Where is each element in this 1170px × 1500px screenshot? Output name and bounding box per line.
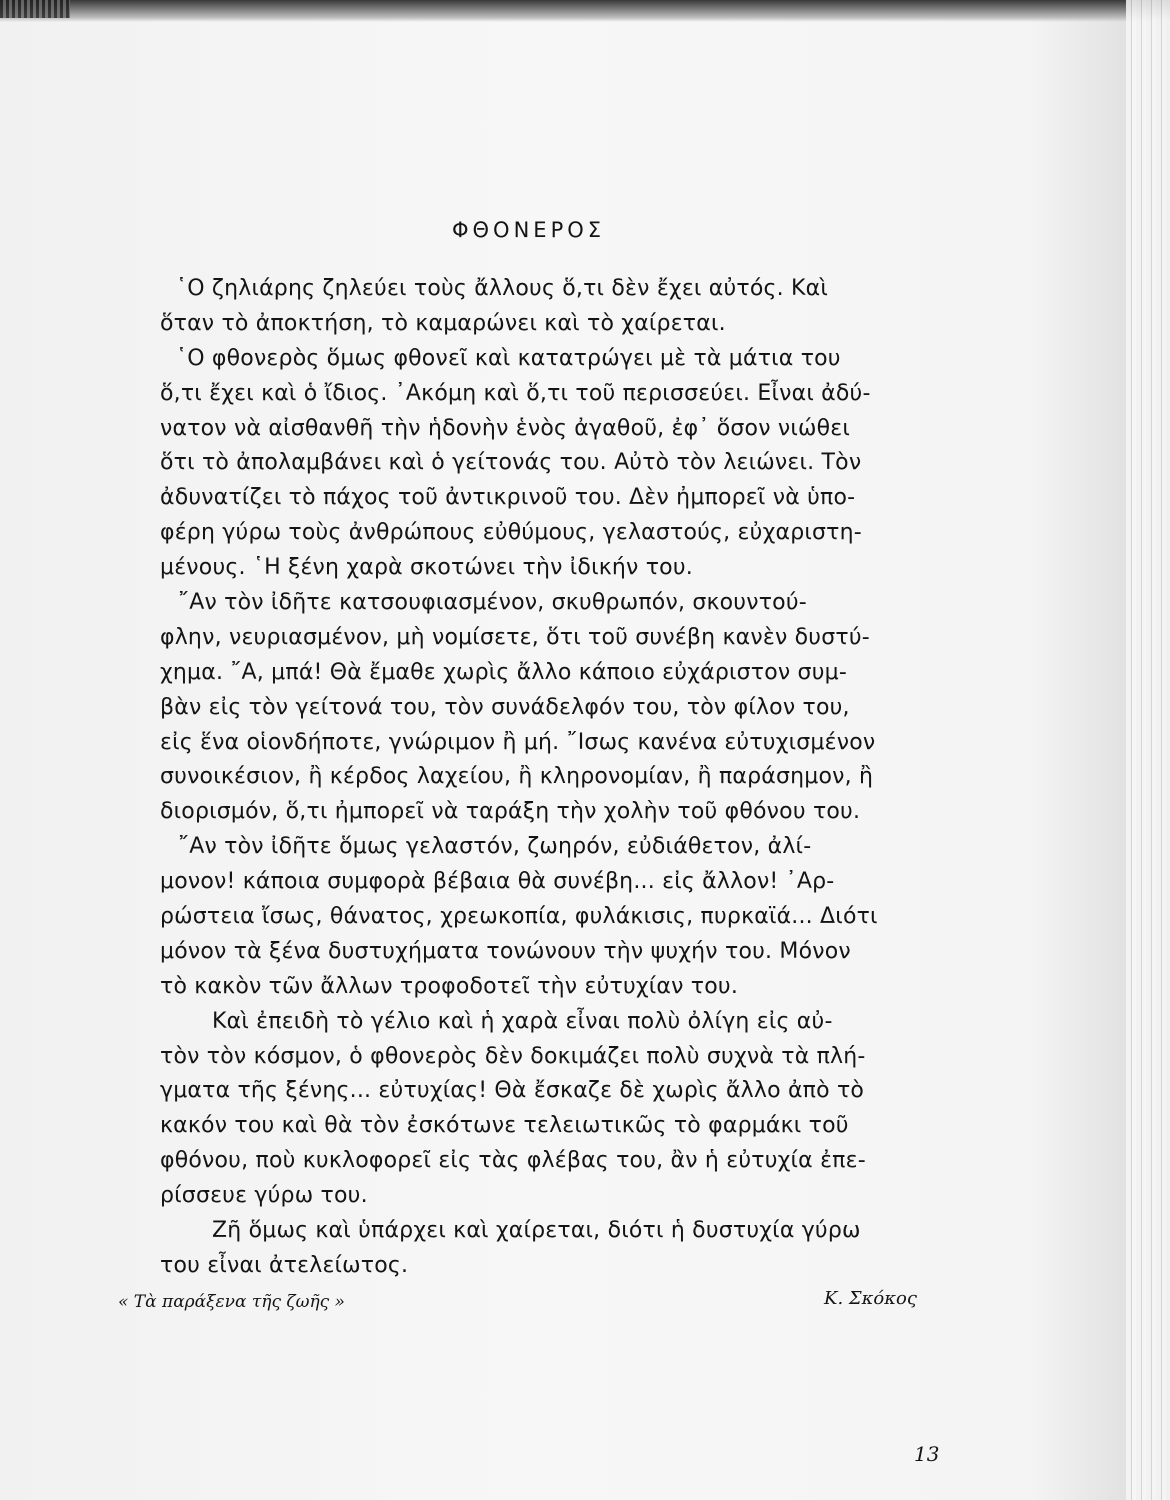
text-line: ρώστεια ἴσως, θάνατος, χρεωκοπία, φυλάκισις, πυρκαϊά... Διότι [160, 904, 878, 930]
text-line: ἀδυνατίζει τὸ πάχος τοῦ ἀντικρινοῦ του. Δὲν ἠμπορεῖ νὰ ὑπο- [160, 485, 856, 511]
author-name: Κ. Σκόκος [824, 1288, 917, 1309]
text-line: ῾Ο φθονερὸς ὅμως φθονεῖ καὶ κατατρώγει μὲ τὰ μάτια του [176, 345, 841, 371]
body-text [160, 272, 955, 1284]
text-line: Ζῆ ὅμως καὶ ὑπάρχει καὶ χαίρεται, διότι ἡ δυστυχία γύρω [212, 1218, 861, 1244]
paragraph [160, 1214, 955, 1284]
text-line: γματα τῆς ξένης... εὐτυχίας! Θὰ ἔσκαζε δὲ χωρὶς ἄλλο ἀπὸ τὸ [160, 1078, 865, 1104]
text-line: εἰς ἕνα οἱονδήποτε, γνώριμον ἢ μή. ῎Ισως κανένα εὐτυχισμένον [160, 729, 876, 755]
text-line: χημα. ῎Α, μπά! Θὰ ἔμαθε χωρὶς ἄλλο κάποιο εὐχάριστον συμ- [160, 659, 847, 685]
page-title: ΦΘΟΝΕΡΟΣ [452, 218, 606, 242]
text-line: τὸν τὸν κόσμον, ὁ φθονερὸς δὲν δοκιμάζει πολὺ συχνὰ τὰ πλή- [160, 1043, 866, 1069]
source-citation: « Τὰ παράξενα τῆς ζωῆς » [118, 1292, 345, 1312]
text-line: ῾Ο ζηλιάρης ζηλεύει τοὺς ἄλλους ὅ,τι δὲν ἔχει αὐτός. Καὶ [176, 276, 828, 301]
text-line: νατον νὰ αἰσθανθῆ τὴν ἡδονὴν ἑνὸς ἀγαθοῦ, ἐφ᾿ ὅσον νιώθει [160, 415, 851, 441]
text-line: μένους. ῾Η ξένη χαρὰ σκοτώνει τὴν ἰδικήν του. [160, 555, 693, 581]
text-line: συνοικέσιον, ἢ κέρδος λαχείου, ἢ κληρονομίαν, ἢ παράσημον, ἢ [160, 764, 874, 790]
paragraph [160, 586, 955, 830]
text-line: τὸ κακὸν τῶν ἄλλων τροφοδοτεῖ τὴν εὐτυχίαν του. [160, 973, 739, 999]
paragraph [160, 342, 955, 586]
paragraph [160, 272, 955, 342]
text-line: ὅ,τι ἔχει καὶ ὁ ἴδιος. ᾿Ακόμη καὶ ὅ,τι τοῦ περισσεύει. Εἶναι ἀδύ- [160, 380, 871, 406]
paragraph [160, 1005, 955, 1214]
text-line: μόνον τὰ ξένα δυστυχήματα τονώνουν τὴν ψυχήν του. Μόνον [160, 938, 851, 964]
text-line: μονον! κάποια συμφορὰ βέβαια θὰ συνέβη... εἰς ἄλλον! ᾿Αρ- [160, 869, 835, 895]
text-line: ὅτι τὸ ἀπολαμβάνει καὶ ὁ γείτονάς του. Αὐτὸ τὸν λειώνει. Τὸν [160, 450, 862, 476]
text-line: του εἶναι ἀτελείωτος. [160, 1252, 409, 1278]
text-line: βὰν εἰς τὸν γείτονά του, τὸν συνάδελφόν του, τὸν φίλον του, [160, 694, 850, 720]
text-line: φέρη γύρω τοὺς ἀνθρώπους εὐθύμους, γελαστούς, εὐχαριστη- [160, 520, 862, 546]
page-top-edge-shadow [0, 0, 1170, 22]
binding-edge [0, 0, 70, 18]
page-number: 13 [914, 1442, 940, 1466]
text-line: ρίσσευε γύρω του. [160, 1183, 368, 1209]
text-line: φλην, νευριασμένον, μὴ νομίσετε, ὅτι τοῦ συνέβη κανὲν δυστύ- [160, 624, 870, 650]
text-line: Καὶ ἐπειδὴ τὸ γέλιο καὶ ἡ χαρὰ εἶναι πολὺ ὀλίγη εἰς αὐ- [212, 1008, 833, 1034]
text-line: κακόν του καὶ θὰ τὸν ἐσκότωνε τελειωτικῶς τὸ φαρμάκι τοῦ [160, 1113, 849, 1139]
paragraph [160, 830, 955, 1004]
text-line: φθόνου, ποὺ κυκλοφορεῖ εἰς τὰς φλέβας του, ἂν ἡ εὐτυχία ἐπε- [160, 1148, 866, 1174]
text-line: διορισμόν, ὅ,τι ἠμπορεῖ νὰ ταράξη τὴν χολὴν τοῦ φθόνου του. [160, 799, 861, 825]
page-stack-edge [1126, 0, 1170, 1500]
text-line: ὅταν τὸ ἀποκτήση, τὸ καμαρώνει καὶ τὸ χαίρεται. [160, 310, 726, 336]
text-line: ῎Αν τὸν ἰδῆτε κατσουφιασμένον, σκυθρωπόν, σκουντού- [178, 590, 807, 616]
text-line: ῎Αν τὸν ἰδῆτε ὅμως γελαστόν, ζωηρόν, εὐδιάθετον, ἀλί- [178, 834, 812, 860]
